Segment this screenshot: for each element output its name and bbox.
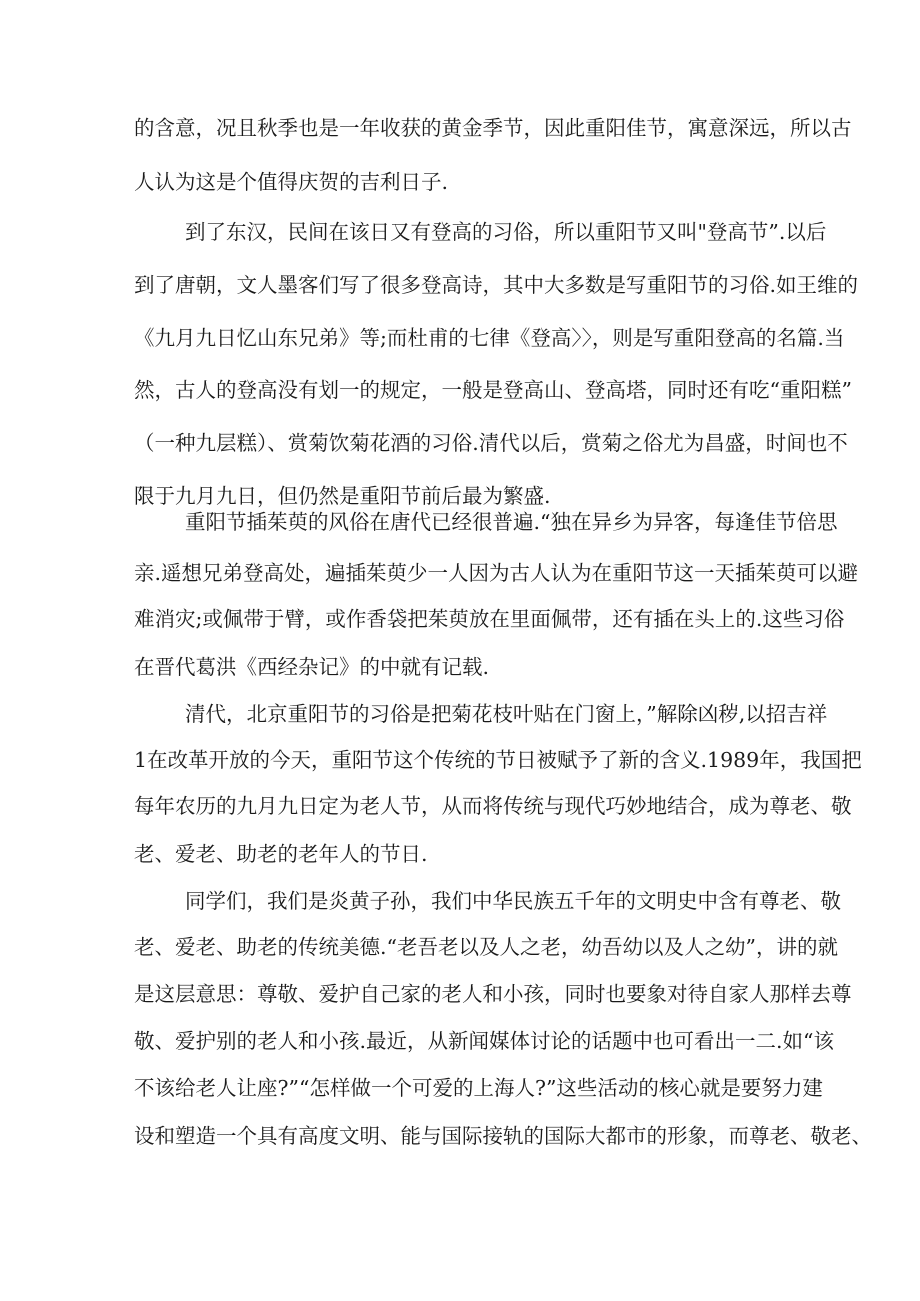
text-line: 难消灾;或佩带于臂，或作香袋把茱萸放在里面佩带，还有插在头上的.这些习俗 [134,607,845,631]
text-line: 人认为这是个值得庆贺的吉利日子. [134,170,449,194]
text-line: （一种九层糕）、赏菊饮菊花酒的习俗.清代以后，赏菊之俗尤为昌盛，时间也不 [134,431,848,455]
text-line: 设和塑造一个具有高度文明、能与国际接轨的国际大都市的形象，而尊老、敬老、 [134,1124,872,1148]
text-line: 然，古人的登高没有划一的规定，一般是登高山、登高塔，同时还有吃“重阳糕” [134,378,852,402]
text-line: 1在改革开放的今天，重阳节这个传统的节日被赋予了新的含义.1989年，我国把 [134,748,862,772]
text-line: 到了东汉，民间在该日又有登高的习俗，所以重阳节又叫"登高节”.以后 [185,220,827,244]
text-line: 在晋代葛洪《西经杂记》的中就有记载. [134,655,490,679]
text-line: 亲.遥想兄弟登高处，遍插茱萸少一人因为古人认为在重阳节这一天插茱萸可以避 [134,561,859,585]
text-line: 《九月九日忆山东兄弟》等;而杜甫的七律《登高〉〉，则是写重阳登高的名篇.当 [134,326,845,350]
text-line: 每年农历的九月九日定为老人节，从而将传统与现代巧妙地结合，成为尊老、敬 [134,794,852,818]
text-line: 老、爱老、助老的老年人的节日. [134,842,428,866]
text-line: 是这层意思：尊敬、爱护自己家的老人和小孩，同时也要象对待自家人那样去尊 [134,982,852,1006]
text-line: 重阳节插茱萸的风俗在唐代已经很普遍.“独在异乡为异客，每逢佳节倍思 [185,510,838,534]
text-line: 的含意，况且秋季也是一年收获的黄金季节，因此重阳佳节，寓意深远，所以古 [134,116,852,140]
text-line: 老、爱老、助老的传统美德.“老吾老以及人之老，幼吾幼以及人之幼”，讲的就 [134,935,838,959]
text-line: 到了唐朝，文人墨客们写了很多登高诗，其中大多数是写重阳节的习俗.如王维的 [134,273,859,297]
text-line: 敬、爱护别的老人和小孩.最近，从新闻媒体讨论的话题中也可看出一二.如“该 [134,1029,835,1053]
text-line: 同学们，我们是炎黄子孙，我们中华民族五千年的文明史中含有尊老、敬 [185,889,841,913]
text-line: 不该给老人让座?”“怎样做一个可爱的上海人?”这些活动的核心就是要努力建 [134,1076,823,1100]
text-line: 清代，北京重阳节的习俗是把菊花枝叶贴在门窗上，”解除凶秽,以招吉祥 [185,702,828,726]
text-line: 限于九月九日，但仍然是重阳节前后最为繁盛. [134,484,551,508]
